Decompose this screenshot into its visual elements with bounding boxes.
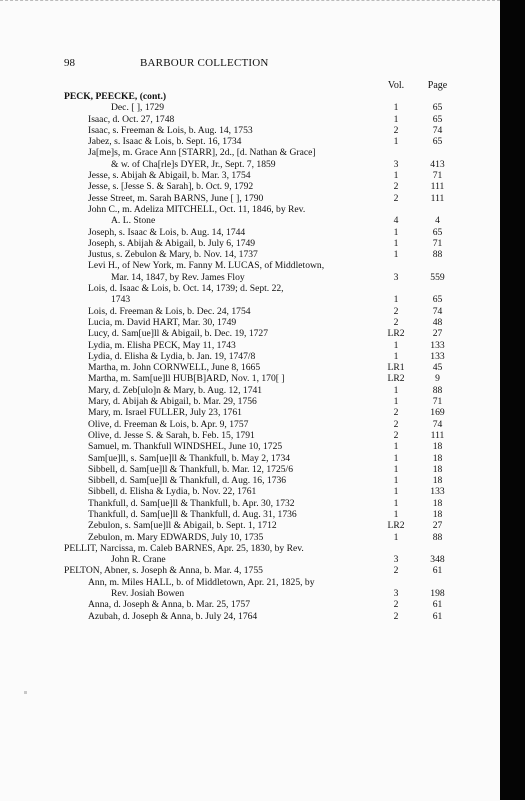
- entry-row: [60, 193, 460, 204]
- entry-text: PELTON, Abner, s. Joseph & Anna, b. Mar. 4, 1755: [64, 565, 263, 577]
- entry-text: Martha, m. Sam[ue]ll HUB[B]ARD, Nov. 1, 170[ ]: [88, 373, 285, 385]
- entry-volume: 2: [393, 316, 399, 328]
- entry-row: [60, 396, 460, 407]
- entry-row: [60, 170, 460, 181]
- entry-page: 71: [432, 170, 443, 182]
- entry-page: 111: [430, 192, 445, 204]
- entry-page: 18: [432, 497, 443, 509]
- entry-row: [60, 136, 460, 147]
- entry-volume: LR2: [387, 328, 405, 340]
- entry-row: [60, 441, 460, 452]
- column-header-page: Page: [427, 80, 448, 91]
- entry-page: 61: [432, 599, 443, 611]
- entry-text: Azubah, d. Joseph & Anna, b. July 24, 1764: [88, 610, 258, 622]
- entry-text: Lydia, m. Elisha PECK, May 11, 1743: [88, 339, 236, 351]
- entry-text: Lois, d. Freeman & Lois, b. Dec. 24, 1754: [88, 305, 251, 317]
- entry-text: Sibbell, d. Sam[ue]ll & Thankfull, d. Aug. 16, 1736: [88, 475, 287, 487]
- entry-page: 74: [432, 305, 443, 317]
- entry-volume: 1: [393, 384, 399, 396]
- entry-volume: 1: [393, 452, 399, 464]
- entry-row: [60, 272, 460, 283]
- entry-row: [60, 351, 460, 362]
- entry-row: [60, 577, 460, 588]
- entry-text: Sam[ue]ll, s. Sam[ue]ll & Thankfull, b. May 2, 1734: [88, 452, 291, 464]
- entry-volume: 1: [393, 486, 399, 498]
- entry-text: Justus, s. Zebulon & Mary, b. Nov. 14, 1737: [88, 249, 258, 261]
- entry-row: [60, 260, 460, 271]
- entry-page: 4: [435, 215, 440, 227]
- entry-page: 169: [430, 407, 445, 419]
- entry-volume: 1: [393, 531, 399, 543]
- entry-text: A. L. Stone: [111, 215, 156, 227]
- entry-text: Joseph, s. Abijah & Abigail, b. July 6, 1749: [88, 237, 256, 249]
- entry-row: [60, 464, 460, 475]
- entry-volume: 1: [393, 508, 399, 520]
- page-number: 98: [64, 57, 75, 69]
- entry-row: [60, 306, 460, 317]
- entry-row: [60, 498, 460, 509]
- entry-page: 133: [430, 339, 445, 351]
- entry-page: 133: [430, 350, 445, 362]
- entry-page: 88: [432, 531, 443, 543]
- entry-text: Sibbell, d. Elisha & Lydia, b. Nov. 22, 1761: [88, 486, 257, 498]
- entry-row: [60, 486, 460, 497]
- entry-row: [60, 565, 460, 576]
- entry-row: [60, 294, 460, 305]
- entry-volume: 2: [393, 429, 399, 441]
- entry-text: Zebulon, m. Mary EDWARDS, July 10, 1735: [88, 531, 264, 543]
- entry-row: [60, 373, 460, 384]
- entry-row: [60, 430, 460, 441]
- entry-list: [60, 91, 460, 622]
- entry-volume: 1: [393, 170, 399, 182]
- entry-volume: 2: [393, 418, 399, 430]
- entry-page: 27: [432, 520, 443, 532]
- entry-text: Lucia, m. David HART, Mar. 30, 1749: [88, 316, 237, 328]
- entry-volume: 1: [393, 136, 399, 148]
- entry-page: 18: [432, 463, 443, 475]
- entry-page: 111: [430, 429, 445, 441]
- entry-page: 88: [432, 249, 443, 261]
- entry-text: Levi H., of New York, m. Fanny M. LUCAS, of Middletown,: [88, 260, 325, 272]
- entry-volume: 3: [393, 588, 399, 600]
- entry-row: [60, 362, 460, 373]
- entry-volume: 2: [393, 407, 399, 419]
- entry-page: 71: [432, 237, 443, 249]
- entry-text: Lucy, d. Sam[ue]ll & Abigail, b. Dec. 19, 1727: [88, 328, 269, 340]
- entry-volume: 1: [393, 497, 399, 509]
- entry-text: Jabez, s. Isaac & Lois, b. Sept. 16, 1734: [88, 136, 242, 148]
- entry-volume: 1: [393, 226, 399, 238]
- entry-volume: 1: [393, 350, 399, 362]
- entry-volume: 1: [393, 396, 399, 408]
- entry-text: Lydia, d. Elisha & Lydia, b. Jan. 19, 1747/8: [88, 350, 256, 362]
- entry-volume: 1: [393, 102, 399, 114]
- entry-page: 71: [432, 396, 443, 408]
- entry-page: 413: [430, 158, 445, 170]
- entry-row: [60, 509, 460, 520]
- entry-text: Samuel, m. Thankfull WINDSHEL, June 10, 1725: [88, 441, 283, 453]
- entry-row: [60, 611, 460, 622]
- entry-row: [60, 554, 460, 565]
- entry-page: 9: [435, 373, 440, 385]
- scan-edge: [500, 0, 525, 800]
- entry-row: [60, 227, 460, 238]
- entry-volume: 1: [393, 294, 399, 306]
- column-header-vol: Vol.: [387, 80, 405, 91]
- entry-volume: 2: [393, 599, 399, 611]
- entry-text: Martha, m. John CORNWELL, June 8, 1665: [88, 362, 261, 374]
- entry-page: 61: [432, 610, 443, 622]
- entry-page: 111: [430, 181, 445, 193]
- entry-page: 65: [432, 113, 443, 125]
- entry-row: [60, 159, 460, 170]
- entry-row: [60, 543, 460, 554]
- entry-text: Mary, d. Zeb[ulo]n & Mary, b. Aug. 12, 1741: [88, 384, 263, 396]
- entry-text: Lois, d. Isaac & Lois, b. Oct. 14, 1739; d. Sept. 22,: [88, 283, 284, 295]
- entry-text: Dec. [ ], 1729: [111, 102, 165, 114]
- entry-text: Joseph, s. Isaac & Lois, b. Aug. 14, 1744: [88, 226, 246, 238]
- entry-text: Anna, d. Joseph & Anna, b. Mar. 25, 1757: [88, 599, 251, 611]
- entry-text: Ann, m. Miles HALL, b. of Middletown, Apr. 21, 1825, by: [88, 576, 315, 588]
- entry-page: 18: [432, 508, 443, 520]
- entry-volume: 3: [393, 554, 399, 566]
- entry-row: [60, 317, 460, 328]
- entry-text: Olive, d. Freeman & Lois, b. Apr. 9, 1757: [88, 418, 249, 430]
- entry-page: 61: [432, 565, 443, 577]
- entry-volume: 1: [393, 339, 399, 351]
- entry-text: Jesse Street, m. Sarah BARNS, June [ ], 1790: [88, 192, 264, 204]
- scan-speck: [24, 691, 27, 694]
- entry-row: [60, 588, 460, 599]
- entry-text: Isaac, s. Freeman & Lois, b. Aug. 14, 1753: [88, 124, 253, 136]
- entry-row: [60, 475, 460, 486]
- entry-page: 133: [430, 486, 445, 498]
- entry-page: 559: [430, 271, 445, 283]
- entry-row: [60, 283, 460, 294]
- entry-row: [60, 102, 460, 113]
- running-title: BARBOUR COLLECTION: [140, 57, 269, 69]
- entry-text: Thankfull, d. Sam[ue]ll & Thankfull, d. Aug. 31, 1736: [88, 508, 297, 520]
- entry-text: PELLIT, Narcissa, m. Caleb BARNES, Apr. 25, 1830, by Rev.: [64, 542, 304, 554]
- entry-volume: 1: [393, 249, 399, 261]
- entry-page: 198: [430, 588, 445, 600]
- entry-text: Olive, d. Jesse S. & Sarah, b. Feb. 15, 1791: [88, 429, 255, 441]
- entry-volume: 2: [393, 565, 399, 577]
- entry-volume: 1: [393, 113, 399, 125]
- entry-text: Jesse, s. [Jesse S. & Sarah], b. Oct. 9, 1792: [88, 181, 254, 193]
- entry-page: 65: [432, 294, 443, 306]
- entry-row: [60, 599, 460, 610]
- entry-volume: 4: [393, 215, 399, 227]
- entry-row: [60, 520, 460, 531]
- entry-page: 88: [432, 384, 443, 396]
- entry-text: 1743: [111, 294, 131, 306]
- entry-text: Mary, m. Israel FULLER, July 23, 1761: [88, 407, 242, 419]
- entry-volume: 3: [393, 271, 399, 283]
- entry-row: [60, 532, 460, 543]
- entry-volume: 2: [393, 192, 399, 204]
- entry-page: 65: [432, 226, 443, 238]
- entry-row: [60, 419, 460, 430]
- entry-text: Jesse, s. Abijah & Abigail, b. Mar. 3, 1754: [88, 170, 251, 182]
- entry-row: [60, 328, 460, 339]
- entry-volume: 2: [393, 610, 399, 622]
- entry-text: Ja[me]s, m. Grace Ann [STARR], 2d., [d. Nathan & Grace]: [88, 147, 316, 159]
- entry-page: 18: [432, 475, 443, 487]
- entry-text: Mar. 14, 1847, by Rev. James Floy: [111, 271, 245, 283]
- entry-page: 48: [432, 316, 443, 328]
- entry-text: Isaac, d. Oct. 27, 1748: [88, 113, 175, 125]
- entry-text: & w. of Cha[rle]s DYER, Jr., Sept. 7, 1859: [111, 158, 276, 170]
- entry-text: Sibbell, d. Sam[ue]ll & Thankfull, b. Mar. 12, 1725/6: [88, 463, 294, 475]
- entry-row: [60, 215, 460, 226]
- entry-row: [60, 91, 460, 102]
- entry-page: 18: [432, 452, 443, 464]
- entry-page: 348: [430, 554, 445, 566]
- entry-text: John R. Crane: [111, 554, 166, 566]
- entry-text: Thankfull, d. Sam[ue]ll & Thankfull, b. Apr. 30, 1732: [88, 497, 295, 509]
- entry-page: 18: [432, 441, 443, 453]
- entry-volume: LR1: [387, 362, 405, 374]
- entry-volume: LR2: [387, 520, 405, 532]
- entry-volume: 2: [393, 305, 399, 317]
- entry-row: [60, 114, 460, 125]
- entry-volume: LR2: [387, 373, 405, 385]
- entry-row: [60, 249, 460, 260]
- entry-row: [60, 181, 460, 192]
- entry-page: 27: [432, 328, 443, 340]
- entry-volume: 3: [393, 158, 399, 170]
- entry-row: [60, 147, 460, 158]
- entry-page: 74: [432, 418, 443, 430]
- entry-row: [60, 385, 460, 396]
- entry-text: PECK, PEECKE, (cont.): [64, 91, 167, 102]
- entry-row: [60, 340, 460, 351]
- entry-volume: 1: [393, 463, 399, 475]
- entry-page: 65: [432, 102, 443, 114]
- entry-row: [60, 238, 460, 249]
- entry-volume: 2: [393, 181, 399, 193]
- entry-text: Zebulon, s. Sam[ue]ll & Abigail, b. Sept. 1, 1712: [88, 520, 277, 532]
- entry-volume: 1: [393, 237, 399, 249]
- entry-page: 65: [432, 136, 443, 148]
- entry-volume: 1: [393, 475, 399, 487]
- entry-page: 74: [432, 124, 443, 136]
- entry-row: [60, 125, 460, 136]
- entry-volume: 2: [393, 124, 399, 136]
- entry-row: [60, 204, 460, 215]
- entry-page: 45: [432, 362, 443, 374]
- entry-volume: 1: [393, 441, 399, 453]
- entry-text: John C., m. Adeliza MITCHELL, Oct. 11, 1846, by Rev.: [88, 203, 306, 215]
- entry-text: Mary, d. Abijah & Abigail, b. Mar. 29, 1756: [88, 396, 257, 408]
- entry-text: Rev. Josiah Bowen: [111, 588, 185, 600]
- entry-row: [60, 407, 460, 418]
- entry-row: [60, 453, 460, 464]
